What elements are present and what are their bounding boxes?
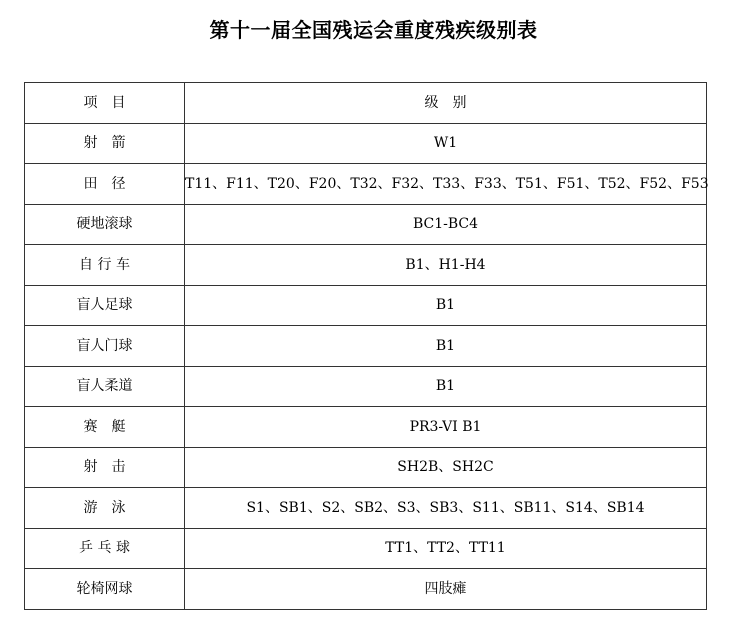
table-row [25, 407, 707, 448]
level-cell [185, 366, 707, 407]
event-cell [25, 326, 185, 367]
table-row [25, 326, 707, 367]
event-cell [25, 366, 185, 407]
table-row [25, 204, 707, 245]
level-value: 四肢瘫 [424, 580, 467, 597]
table-row [25, 488, 707, 529]
table-row [25, 528, 707, 569]
level-cell [185, 447, 707, 488]
level-cell [185, 326, 707, 367]
level-value: PR3-VI B1 [409, 418, 482, 435]
table-row [25, 245, 707, 286]
event-name: 射 击 [83, 459, 126, 476]
level-value: BC1-BC4 [412, 216, 479, 233]
table-row [25, 285, 707, 326]
level-cell [185, 164, 707, 205]
event-name: 盲人柔道 [76, 378, 133, 395]
table-header-row [25, 83, 707, 124]
level-value: T11、F11、T20、F20、T32、F32、T33、F33、T51、F51、T52、F52、F53 [185, 175, 709, 192]
level-cell [185, 123, 707, 164]
table-row [25, 164, 707, 205]
page-title: 第十一届全国残运会重度残疾级别表 [209, 18, 538, 42]
level-value: S1、SB1、S2、SB2、S3、SB3、S11、SB11、S14、SB14 [246, 499, 645, 516]
level-value: B1 [435, 297, 456, 314]
event-cell [25, 204, 185, 245]
disability-level-table [24, 82, 707, 610]
event-cell [25, 407, 185, 448]
event-name: 自 行 车 [79, 256, 130, 273]
header-event-cell [25, 83, 185, 124]
event-name: 赛 艇 [83, 418, 126, 435]
event-name: 乒 乓 球 [79, 540, 130, 557]
table-row [25, 569, 707, 610]
level-value: B1 [435, 378, 456, 395]
event-cell [25, 488, 185, 529]
event-cell [25, 164, 185, 205]
header-level-label: 级 别 [424, 94, 467, 111]
level-value: B1、H1-H4 [405, 256, 486, 273]
header-event-label: 项 目 [83, 94, 126, 111]
event-cell [25, 245, 185, 286]
level-cell [185, 407, 707, 448]
event-name: 盲人门球 [76, 337, 133, 354]
level-value: B1 [435, 337, 456, 354]
event-name: 轮椅网球 [76, 580, 133, 597]
header-level-cell [185, 83, 707, 124]
event-cell [25, 285, 185, 326]
level-cell [185, 285, 707, 326]
table-row [25, 366, 707, 407]
level-cell [185, 204, 707, 245]
event-cell [25, 123, 185, 164]
event-cell [25, 569, 185, 610]
event-cell [25, 447, 185, 488]
level-value: W1 [433, 135, 458, 152]
event-name: 游 泳 [83, 499, 126, 516]
level-value: SH2B、SH2C [397, 459, 494, 476]
level-cell [185, 528, 707, 569]
level-cell [185, 569, 707, 610]
level-value: TT1、TT2、TT11 [385, 540, 506, 557]
event-name: 射 箭 [83, 135, 126, 152]
table-row [25, 447, 707, 488]
table-row [25, 123, 707, 164]
level-cell [185, 245, 707, 286]
event-name: 硬地滚球 [76, 216, 133, 233]
event-name: 盲人足球 [76, 297, 133, 314]
event-cell [25, 528, 185, 569]
event-name: 田 径 [83, 175, 126, 192]
level-cell [185, 488, 707, 529]
